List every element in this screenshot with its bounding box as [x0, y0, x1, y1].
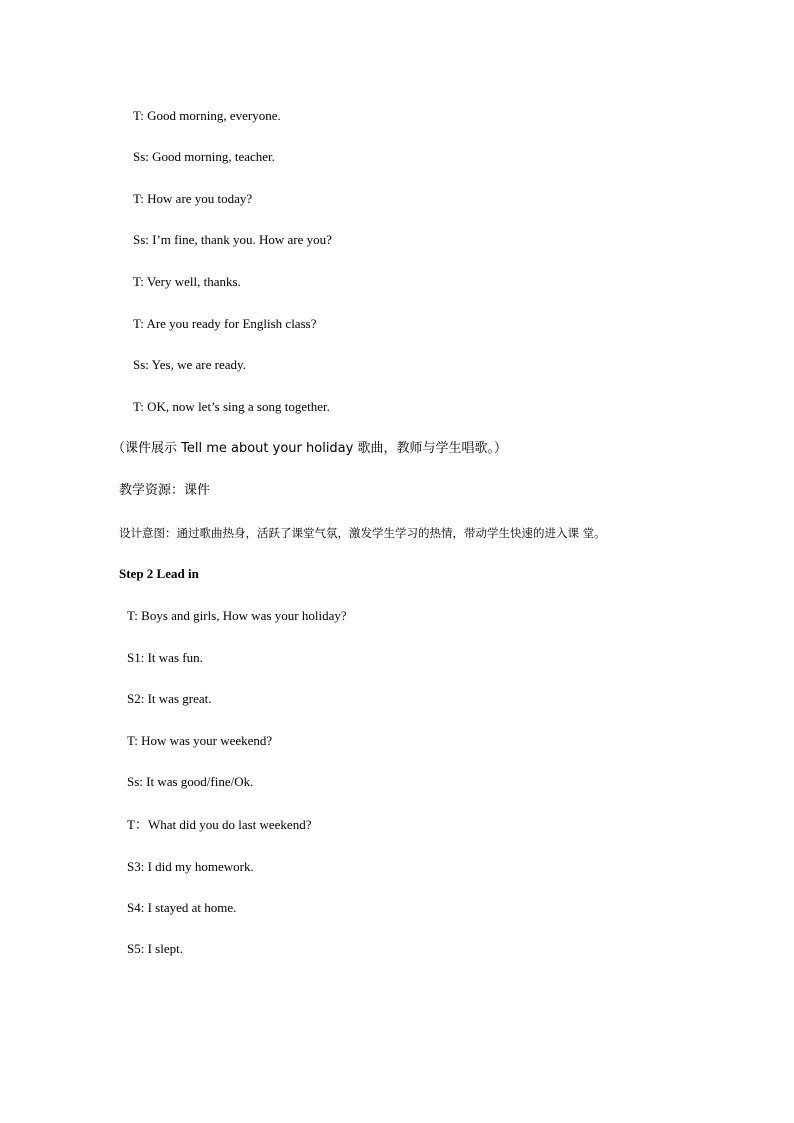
dialogue-line: Ss: It was good/fine/Ok. [127, 774, 254, 789]
dialogue-line: T: How was your weekend? [127, 733, 273, 748]
design-intent: 设计意图：通过歌曲热身，活跃了课堂气氛，激发学生学习的热情，带动学生快速的进入课 堂。 [119, 526, 606, 540]
dialogue-line: Ss: I’m fine, thank you. How are you? [133, 232, 332, 247]
teaching-resources: 教学资源：课件 [119, 483, 211, 498]
courseware-note: （课件展示 Tell me about your holiday 歌曲，教师与学生唱歌。） [112, 441, 507, 456]
dialogue-line: S2: It was great. [127, 691, 212, 706]
dialogue-line: T: Good morning, everyone. [133, 108, 281, 123]
dialogue-line: T: How are you today? [133, 191, 253, 206]
dialogue-line: T: Boys and girls, How was your holiday? [127, 608, 347, 623]
dialogue-line: Ss: Good morning, teacher. [133, 149, 275, 164]
dialogue-line: T: OK, now let’s sing a song together. [133, 399, 330, 414]
dialogue-line: S1: It was fun. [127, 650, 203, 665]
dialogue-line: S3: I did my homework. [127, 859, 254, 874]
dialogue-line: T：What did you do last weekend? [127, 817, 312, 832]
dialogue-line: S5: I slept. [127, 941, 183, 956]
dialogue-line: T: Are you ready for English class? [133, 316, 317, 331]
dialogue-line: S4: I stayed at home. [127, 900, 237, 915]
dialogue-line: Ss: Yes, we are ready. [133, 357, 246, 372]
dialogue-line: T: Very well, thanks. [133, 274, 241, 289]
step-heading: Step 2 Lead in [119, 566, 199, 581]
